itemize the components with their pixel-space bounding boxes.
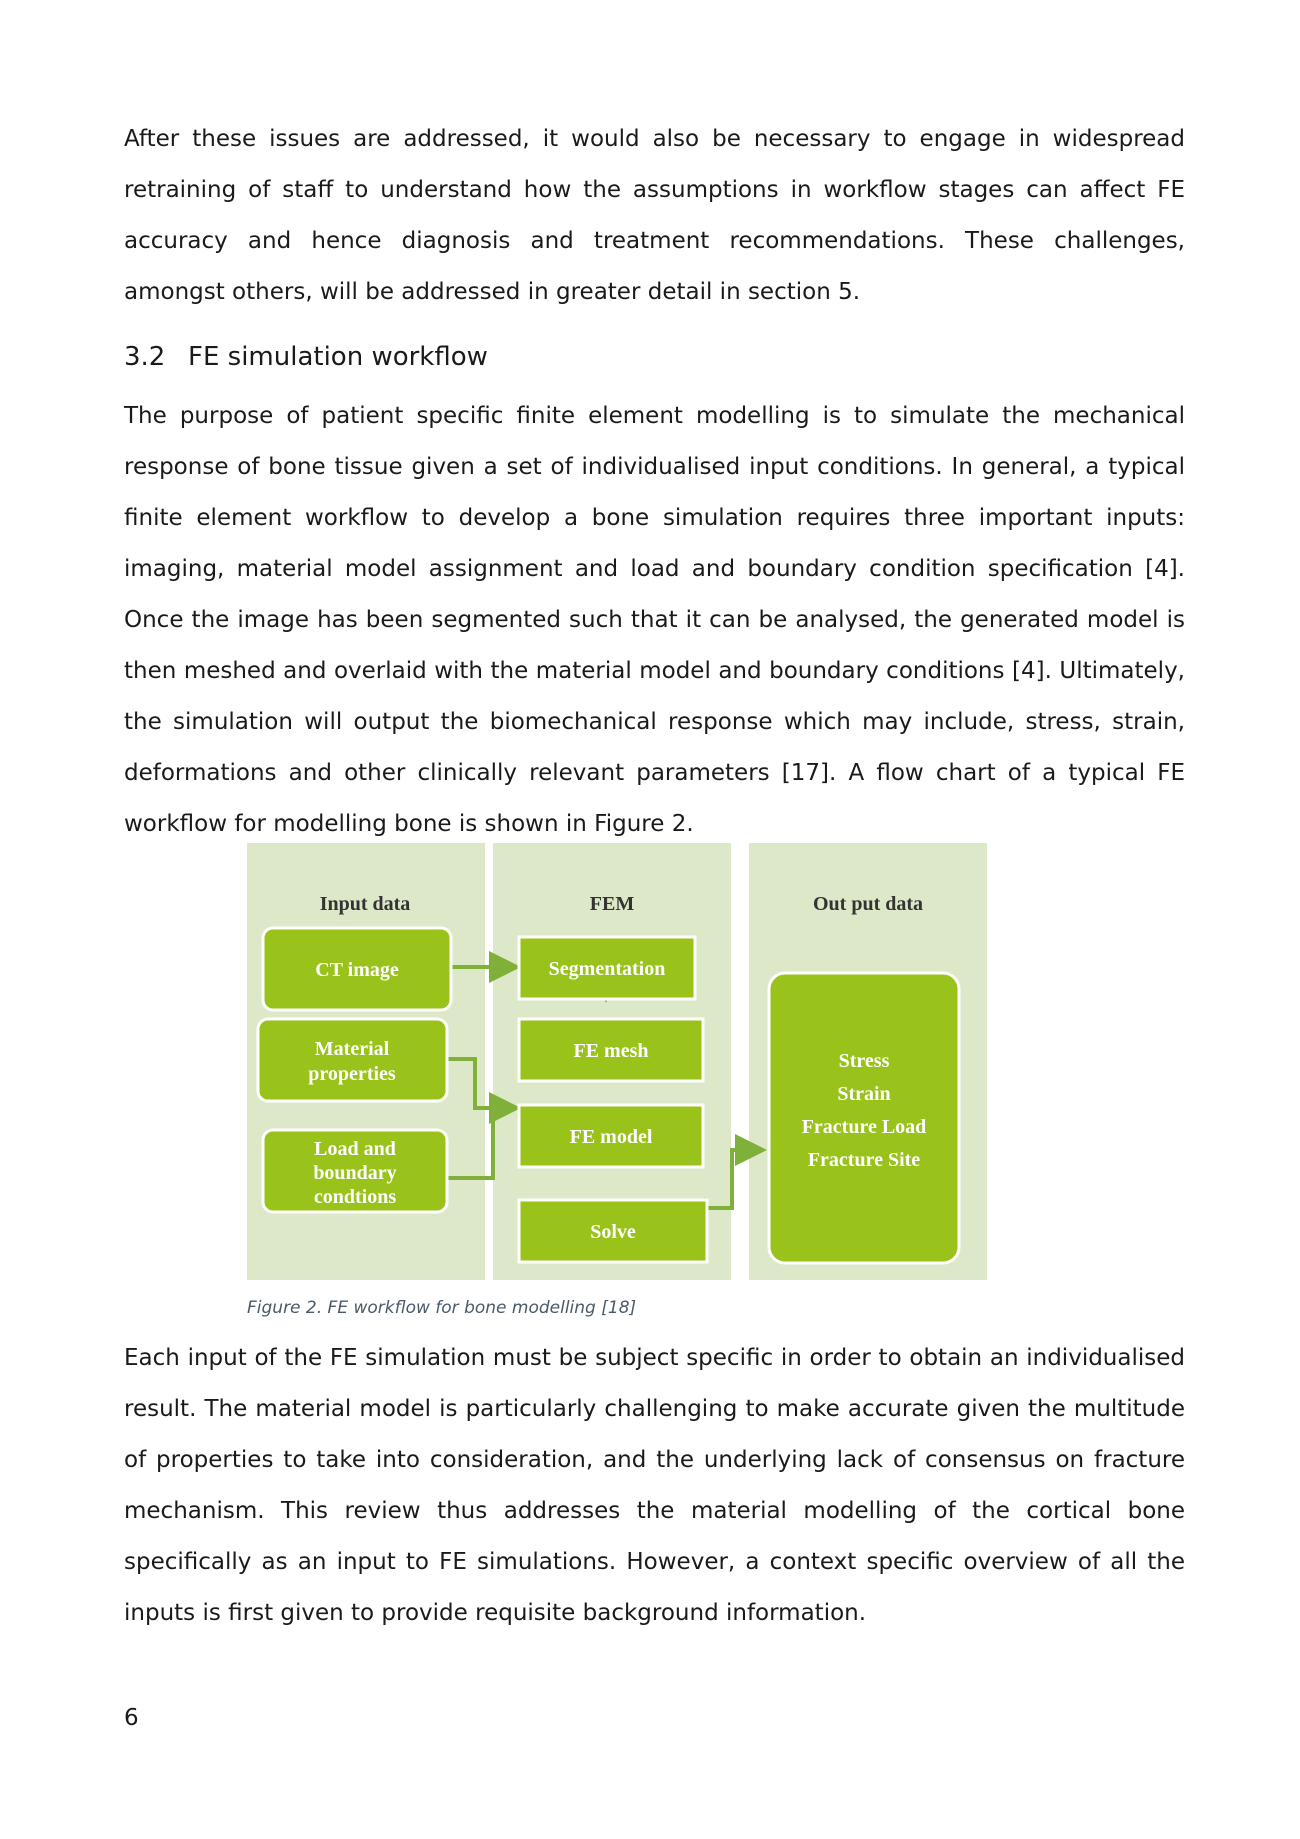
workflow-diagram (247, 843, 987, 1280)
output-strain: Strain (837, 1083, 891, 1105)
output-fracture-site: Fracture Site (807, 1149, 921, 1171)
body-paragraph-2: The purpose of patient specific finite element modelling is to simulate the mechanical response of bone tissue given a set of individualised input conditions. In general, a typical finite element workflow to develop a bone simulation requires three important inputs: imaging, material model assignment and load and boundary condition specification [4]. Once the image has been segmented such that it can be analysed, the generated model is then meshed and overlaid with the material model and boundary conditions [4]. Ultimately, the simulation will output the biomechanical response which may include, stress, strain, deformations and other clinically relevant parameters [17]. A flow chart of a typical FE workflow for modelling bone is shown in Figure 2. (124, 403, 1185, 837)
section-title: FE simulation workflow (188, 342, 488, 372)
solve-label: Solve (590, 1221, 636, 1243)
material-properties-label-line1: Material (314, 1038, 390, 1060)
figure-caption: Figure 2. FE workflow for bone modelling [18] (247, 1298, 637, 1318)
fe-model-label: FE model (569, 1126, 653, 1148)
load-conditions-label-line2: boundary (313, 1162, 397, 1184)
section-number: 3.2 (124, 342, 166, 372)
fe-mesh-label: FE mesh (573, 1040, 649, 1062)
input-data-title: Input data (319, 893, 411, 915)
output-stress: Stress (838, 1050, 890, 1072)
output-data-title: Out put data (812, 893, 924, 915)
segmentation-label: Segmentation (548, 958, 666, 980)
material-properties-label-line2: properties (308, 1063, 396, 1085)
fe-workflow-figure (247, 843, 987, 1280)
body-paragraph-1: After these issues are addressed, it would also be necessary to engage in widespread retraining of staff to understand how the assumptions in workflow stages can affect FE accuracy and hence diagnosis and treatment recommendations. These challenges, amongst others, will be addressed in greater detail in section 5. (124, 126, 1185, 305)
page-number: 6 (124, 1705, 139, 1731)
load-conditions-label-line3: condtions (313, 1186, 397, 1208)
body-paragraph-3: Each input of the FE simulation must be subject specific in order to obtain an individualised result. The material model is particularly challenging to make accurate given the multitude of properties to take into consideration, and the underlying lack of consensus on fracture mechanism. This review thus addresses the material modelling of the cortical bone specifically as an input to FE simulations. However, a context specific overview of all the inputs is first given to provide requisite background information. (124, 1345, 1185, 1626)
fem-title: FEM (589, 893, 635, 915)
section-heading (124, 342, 488, 372)
material-properties-box (258, 1019, 447, 1101)
output-fracture-load: Fracture Load (801, 1116, 927, 1138)
load-conditions-label-line1: Load and (314, 1138, 396, 1160)
ct-image-label: CT image (315, 959, 399, 981)
